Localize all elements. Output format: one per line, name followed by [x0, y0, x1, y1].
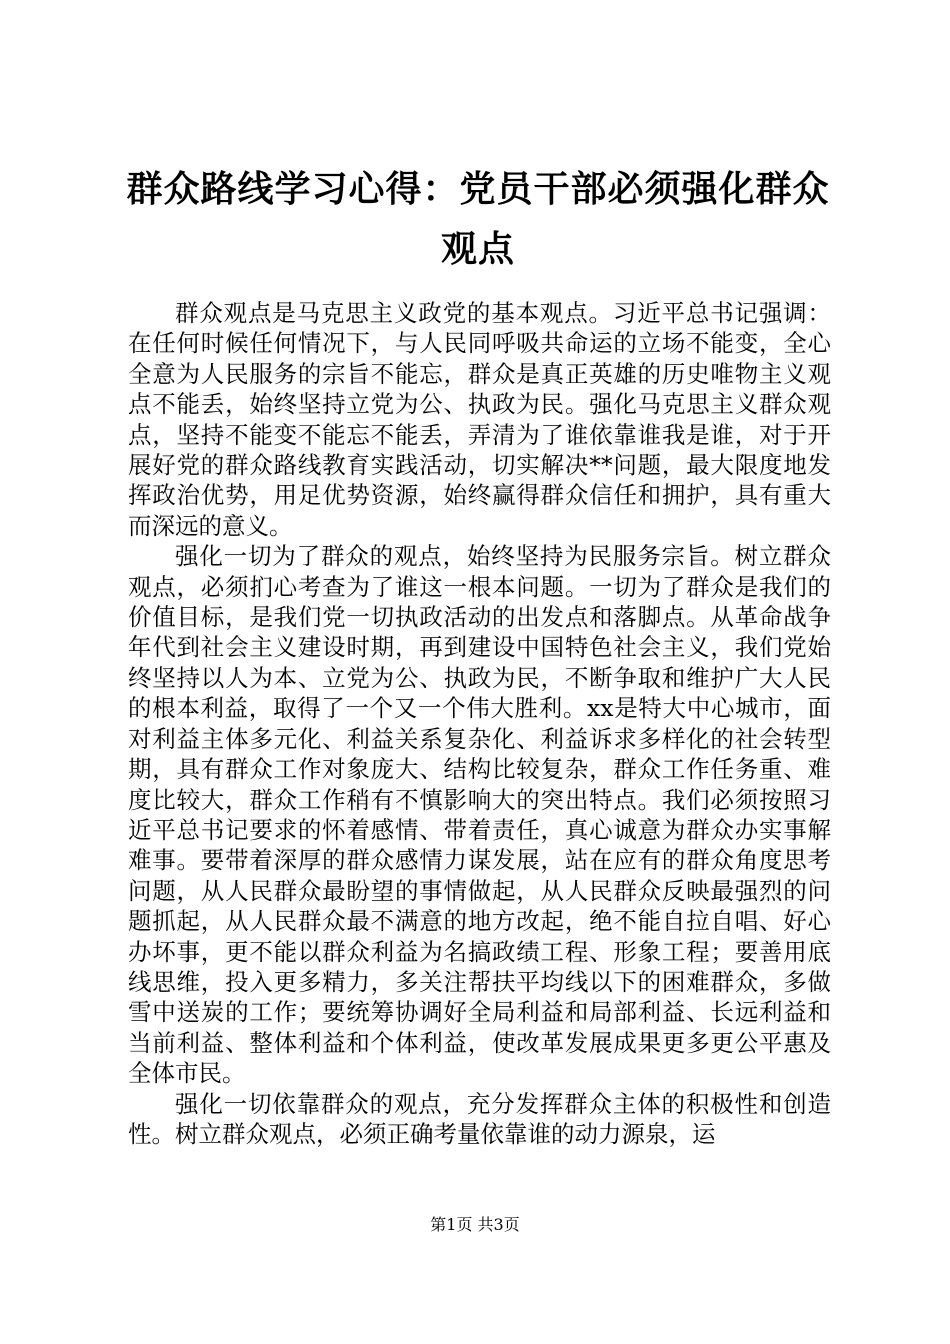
- page-number-footer: 第1页 共3页: [430, 1215, 520, 1234]
- paragraph-1: 群众观点是马克思主义政党的基本观点。习近平总书记强调：在任何时候任何情况下，与人民同呼吸共命运的立场不能变，全心全意为人民服务的宗旨不能忘，群众是真正英雄的历史唯物主义观点不能丢，始终坚持立党为公、执政为民。强化马克思主义群众观点，坚持不能变不能忘不能丢，弄清为了谁依靠谁我是谁，对于开展好党的群众路线教育实践活动，切实解决**问题，最大限度地发挥政治优势，用足优势资源，始终赢得群众信任和拥护，具有重大而深远的意义。: [128, 299, 831, 540]
- paragraph-2: 强化一切为了群众的观点，始终坚持为民服务宗旨。树立群众观点，必须扪心考查为了谁这一根本问题。一切为了群众是我们的价值目标，是我们党一切执政活动的出发点和落脚点。从革命战争年代到社会主义建设时期，再到建设中国特色社会主义，我们党始终坚持以人为本、立党为公、执政为民，不断争取和维护广大人民的根本利益，取得了一个又一个伟大胜利。xx是特大中心城市，面对利益主体多元化、利益关系复杂化、利益诉求多样化的社会转型期，具有群众工作对象庞大、结构比较复杂，群众工作任务重、难度比较大，群众工作稍有不慎影响大的突出特点。我们必须按照习近平总书记要求的怀着感情、带着责任，真心诚意为群众办实事解难事。要带着深厚的群众感情力谋发展，站在应有的群众角度思考问题，从人民群众最盼望的事情做起，从人民群众反映最强烈的问题抓起，从人民群众最不满意的地方改起，绝不能自拉自唱、好心办坏事，更不能以群众利益为名搞政绩工程、形象工程；要善用底线思维，投入更多精力，多关注帮扶平均线以下的困难群众，多做雪中送炭的工作；要统筹协调好全局利益和局部利益、长远利益和当前利益、整体利益和个体利益，使改革发展成果更多更公平惠及全体市民。: [128, 542, 831, 1088]
- document-title: 群众路线学习心得：党员干部必须强化群众观点: [126, 169, 830, 270]
- paragraph-3: 强化一切依靠群众的观点，充分发挥群众主体的积极性和创造性。树立群众观点，必须正确考量依靠谁的动力源泉，运: [128, 1089, 831, 1148]
- document-body: [128, 298, 831, 1149]
